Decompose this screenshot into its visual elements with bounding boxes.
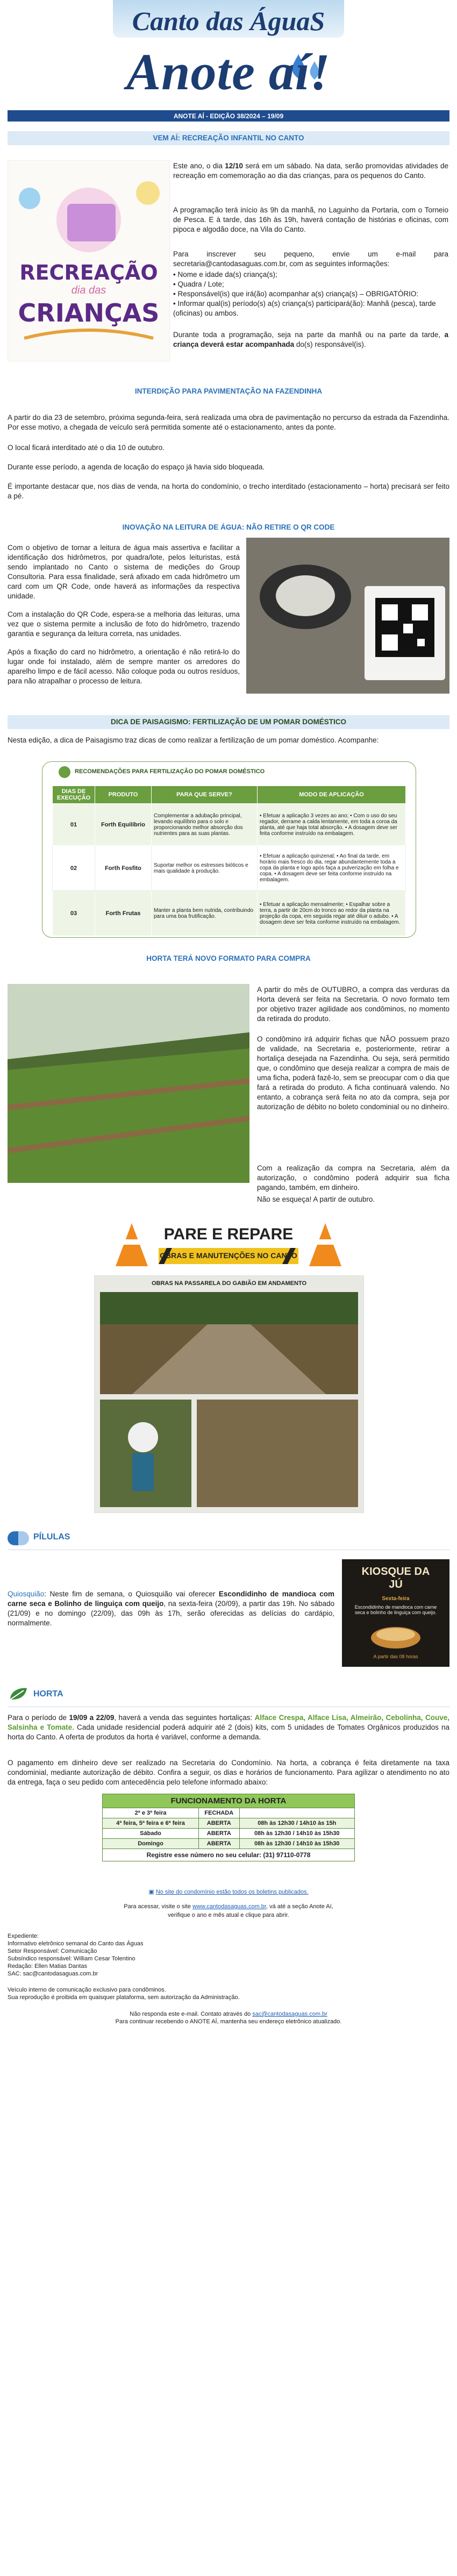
expediente-line: Setor Responsável: Comunicação bbox=[8, 1948, 97, 1954]
qrcode-p1: Com o objetivo de tornar a leitura de água mais assertiva e facilitar a identificação dos hidrômetros, por quadra/lote, pelos leituristas, está sendo implantado no Canto o sistema de medições do Group Consultoria. Para essa finalidade, será afixado em cada hidrômetro um card com um QR Code, onde haverá as informações da respectiva unidade. bbox=[8, 544, 240, 600]
recreacao-p1: Este ano, o dia 12/10 será em um sábado. Na data, serão promovidas atividades de recreação em comemoração ao dia das crianças, para os pequenos do Canto. bbox=[173, 162, 448, 180]
bulletins-link[interactable]: No site do condomínio estão todos os boletins publicados. bbox=[155, 1889, 309, 1895]
hydrometer-photo bbox=[246, 538, 449, 694]
kiosk-title-1: KIOSQUE DA bbox=[361, 1566, 430, 1578]
section-header-qrcode bbox=[8, 520, 449, 534]
cell-status: FECHADA bbox=[199, 1808, 239, 1818]
cell-produto: Forth Fosfito bbox=[95, 846, 152, 891]
kiosk-title-2: JÚ bbox=[389, 1579, 403, 1590]
reply-note-2: Para continuar recebendo o ANOTE AÍ, mantenha seu endereço eletrônico atualizado. bbox=[115, 2018, 342, 2025]
leaf-icon bbox=[8, 1686, 29, 1702]
phone-row: Registre esse número no seu celular: (31) 97110-0778 bbox=[103, 1849, 355, 1861]
footer-visit: Para acessar, visite o site www.cantodasaguas.com.br, vá até a seção Anote Aí, bbox=[124, 1903, 333, 1910]
recreacao-p3: Para inscrever seu pequeno, envie um e-mail para secretaria@cantodasaguas.com.br, com as seguintes informações: bbox=[173, 250, 448, 268]
fazendinha-p2: O local ficará interditado até o dia 10 de outubro. bbox=[8, 444, 165, 452]
list-item: • Informar qual(is) período(s) a(s) criança(s) participará(ão): Manhã (pesca), tarde (oficinas) ou ambos. bbox=[173, 299, 436, 317]
construction-photos bbox=[100, 1292, 358, 1507]
hydrometer-art bbox=[246, 538, 449, 694]
section-title: INOVAÇÃO NA LEITURA DE ÁGUA: NÃO RETIRE O QR CODE bbox=[122, 523, 335, 531]
cell-modo: • Efetuar a aplicação 3 vezes ao ano; • Com o uso do seu regador, derrame a calda lentamente, em toda a coroa da planta, até que haja total absorção. • A dosagem deve ser feita conforme instruído na embalagem. bbox=[258, 804, 406, 846]
header-cell: PARA QUE SERVE? bbox=[152, 786, 258, 804]
site-link[interactable]: www.cantodasaguas.com.br bbox=[192, 1903, 266, 1910]
list-item: • Responsável(is) que irá(ão) acompanhar a(s) criança(s) – OBRIGATÓRIO: bbox=[173, 290, 419, 298]
cell-serve: Manter a planta bem nutrida, contribuindo para uma boa frutificação. bbox=[152, 891, 258, 936]
section-header-paisagismo bbox=[8, 715, 449, 729]
recreacao-list bbox=[173, 270, 448, 318]
table-row bbox=[53, 891, 406, 936]
table-row bbox=[103, 1839, 355, 1849]
edition-bar: ANOTE AÍ - EDIÇÃO 38/2024 – 19/09 bbox=[8, 110, 449, 122]
cell-dia: 02 bbox=[53, 846, 95, 891]
horta-forma-p3: Com a realização da compra na Secretaria, além da autorização, o condômino poderá adquirir sua ficha pagando, também, em dinheiro. bbox=[257, 1164, 449, 1191]
pill-icon bbox=[8, 1531, 29, 1545]
section-title: INTERDIÇÃO PARA PAVIMENTAÇÃO NA FAZENDINHA bbox=[134, 387, 323, 395]
greenhouse-art bbox=[8, 984, 249, 1183]
flyer-title-3: CRIANÇAS bbox=[18, 298, 160, 327]
cell-dia: 01 bbox=[53, 804, 95, 846]
section-header-recreacao bbox=[8, 131, 449, 145]
table-title: RECOMENDAÇÕES PARA FERTILIZAÇÃO DO POMAR DOMÉSTICO bbox=[75, 768, 265, 775]
expediente bbox=[8, 1932, 144, 1978]
section-title: VEM AÍ: RECREAÇÃO INFANTIL NO CANTO bbox=[153, 134, 304, 142]
paisagismo-intro: Nesta edição, a dica de Paisagismo traz dicas de como realizar a fertilização de um pomar doméstico. Acompanhe: bbox=[8, 736, 379, 744]
horta-forma-p2: O condômino irá adquirir fichas que NÃO possuem prazo de validade, na Secretaria e, posteriormente, retirar a hortaliça desejada na Fazendinha. Ou seja, será permitido que, o condômino que deseja realizar a compra de mais de uma ficha, poderá fazê-lo, sem se preocupar com o dia que fará a retirada do produto. A ficha continuará valendo. No entanto, a cobrança será feita no ato da compra, seja por autorização de débito no boleto condominial ou no dinheiro. bbox=[257, 1035, 449, 1111]
photo-title: OBRAS NA PASSARELA DO GABIÃO EM ANDAMENTO bbox=[151, 1280, 307, 1287]
fazendinha-p1: A partir do dia 23 de setembro, próxima segunda-feira, será realizada uma obra de pavimentação no percurso da estrada da Fazendinha. Por esse motivo, a chegada de veículo será permitida somente até o estacionamento, antes da ponte. bbox=[8, 413, 449, 431]
cell-day: Domingo bbox=[103, 1839, 199, 1849]
table-row bbox=[103, 1808, 355, 1818]
sac-link[interactable]: sac@cantodasaguas.com.br bbox=[252, 2011, 327, 2017]
flyer-title-2: dia das bbox=[71, 284, 106, 296]
leaf-icon bbox=[59, 766, 70, 778]
banner-subtitle: OBRAS E MANUTENÇÕES NO CANTO bbox=[160, 1251, 297, 1260]
section-title: DICA DE PAISAGISMO: FERTILIZAÇÃO DE UM POMAR DOMÉSTICO bbox=[111, 718, 346, 726]
header-cell: MODO DE APLICAÇÃO bbox=[258, 786, 406, 804]
info-icon: ▣ bbox=[148, 1889, 156, 1895]
cell-status: ABERTA bbox=[199, 1829, 239, 1839]
table-title: FUNCIONAMENTO DA HORTA bbox=[103, 1794, 355, 1808]
kiosk-time: A partir das 08 horas bbox=[373, 1654, 418, 1659]
expediente-line: SAC: sac@cantodasaguas.com.br bbox=[8, 1971, 98, 1977]
cell-day: 4ª feira, 5ª feira e 6ª feira bbox=[103, 1818, 199, 1829]
section-header-fazendinha bbox=[8, 384, 449, 398]
header-cell: DIAS DE EXECUÇÃO bbox=[53, 786, 95, 804]
cell-hours: 08h às 12h30 / 14h10 às 15h30 bbox=[239, 1839, 354, 1849]
section-title: HORTA TERÁ NOVO FORMATO PARA COMPRA bbox=[146, 954, 311, 962]
cell-modo: • Efetuar a aplicação mensalmente; • Espalhar sobre a terra, a partir de 20cm do tronco ao redor da planta na projeção da copa, em seguida regar até diluir o adubo. • A dosagem deve ser feita conforme instruído na embalagem. bbox=[258, 891, 406, 936]
pare-repare-banner bbox=[99, 1218, 358, 1272]
reply-note: Não responda este e-mail. Contato através do sac@cantodasaguas.com.br bbox=[130, 2011, 327, 2017]
cell-modo: • Efetuar a aplicação quinzenal; • Ao final da tarde, em horário mais fresco do dia, regar abundantemente toda a copa da planta e logo após faça a pulverização em folha e copa. • A dosagem deve ser feita conforme instruído na embalagem. bbox=[258, 846, 406, 891]
obras-photo-card bbox=[94, 1275, 364, 1513]
cell-serve: Suportar melhor os estresses bióticos e mais qualidade à produção. bbox=[152, 846, 258, 891]
horta-forma-p4: Não se esqueça! A partir de outubro. bbox=[257, 1195, 375, 1203]
vehicle-line: Veículo interno de comunicação exclusivo para condôminos. bbox=[8, 1987, 166, 1993]
header bbox=[0, 0, 457, 122]
cell-produto: Forth Equilíbrio bbox=[95, 804, 152, 846]
table-row bbox=[103, 1829, 355, 1839]
brand-logo: Canto das ÁguaS bbox=[132, 6, 325, 36]
fazendinha-p3: Durante esse período, a agenda de locação do espaço já havia sido bloqueada. bbox=[8, 463, 265, 471]
cell-produto: Forth Frutas bbox=[95, 891, 152, 936]
pilulas-title: PÍLULAS bbox=[33, 1532, 70, 1542]
recreacao-p4: Durante toda a programação, seja na parte da manhã ou na parte da tarde, a criança deverá estar acompanhada do(s) responsável(is). bbox=[173, 331, 448, 348]
qrcode-p2: Com a instalação do QR Code, espera-se a melhoria das leituras, uma vez que o sistema permite a inclusão de foto do hidrômetro, trazendo garantia e segurança da leitura correta, nas unidades. bbox=[8, 610, 240, 638]
qrcode-p3: Após a fixação do card no hidrômetro, a orientação é não retirá-lo do lugar onde foi instalado, além de sempre manter os arredores do aparelho limpo e de fácil acesso. Não coloque poda ou outros resíduos, para não atrapalhar o processo de leitura. bbox=[8, 648, 240, 685]
expediente-line: Informativo eletrônico semanal do Canto das Águas bbox=[8, 1940, 144, 1947]
expediente-line: Redação: Ellen Matias Dantas bbox=[8, 1963, 87, 1970]
footer-visit-2: verifique o ano e mês atual e clique para abrir. bbox=[168, 1912, 289, 1918]
greenhouse-photo bbox=[8, 984, 249, 1183]
horta-title: HORTA bbox=[33, 1689, 63, 1699]
cell-hours: 08h às 12h30 / 14h10 às 15h bbox=[239, 1818, 354, 1829]
cell-dia: 03 bbox=[53, 891, 95, 936]
list-item: • Nome e idade da(s) criança(s); bbox=[173, 270, 277, 279]
vehicle-line: Sua reprodução é proibida em quaisquer plataforma, sem autorização da Administração. bbox=[8, 1994, 240, 2001]
cell-serve: Complementar a adubação principal, levando equilíbrio para o solo e proporcionando melhor absorção dos nutrientes para as suas plantas. bbox=[152, 804, 258, 846]
kiosk-day: Sexta-feira bbox=[382, 1596, 410, 1602]
recreation-flyer bbox=[8, 160, 170, 361]
pilulas-text: Quiosquião: Neste fim de semana, o Quiosquião vai oferecer Escondidinho de mandioca com carne seca e Bolinho de linguiça com queijo, na sexta-feira (20/09), a partir das 19h. No sábado (21/09) e no domingo (22/09), das 09h às 17h, serão oferecidas as delícias do cardápio, normalmente. bbox=[8, 1590, 334, 1627]
table-row bbox=[53, 804, 406, 846]
header-cell: PRODUTO bbox=[95, 786, 152, 804]
table-row bbox=[53, 846, 406, 891]
fertilization-card bbox=[42, 761, 416, 938]
cell-day: 2ª e 3ª feira bbox=[103, 1808, 199, 1818]
cell-status: ABERTA bbox=[199, 1839, 239, 1849]
fertilization-table bbox=[52, 786, 406, 936]
footer-link-line bbox=[0, 1888, 457, 1895]
expediente-title: Expediente: bbox=[8, 1933, 39, 1939]
horta-p1: Para o período de 19/09 a 22/09, haverá a venda das seguintes hortaliças: Alface Crespa, Alface Lisa, Almeirão, Cebolinha, Couve, Salsinha e Tomate. Cada unidade residencial poderá adquirir até 2 (dois) kits, com 5 unidades de Tomates Orgânicos produzidos na horta do Canto. A oferta de produtos da horta é variável, conforme a demanda. bbox=[8, 1714, 449, 1741]
vehicle-note bbox=[8, 1986, 240, 2001]
list-item: • Quadra / Lote; bbox=[173, 280, 224, 288]
horta-p2: O pagamento em dinheiro deve ser realizado na Secretaria do Condomínio. Na horta, a cobrança é feita diretamente na taxa condominial, mediante autorização de débito. Confira a seguir, os dias e horários de funcionamento. Para agilizar o atendimento no ato da entrega, faça o seu pedido com antecedência pelo telefone informado abaixo: bbox=[8, 1759, 449, 1786]
fazendinha-p4: É importante destacar que, nos dias de venda, na horta do condomínio, o trecho interditado (estacionamento – horta) precisará ser feito a pé. bbox=[8, 482, 449, 500]
cell-hours: 08h às 12h30 / 14h10 às 15h30 bbox=[239, 1829, 354, 1839]
flyer-title-1: RECREAÇÃO bbox=[19, 261, 158, 284]
kiosk-flyer bbox=[342, 1559, 449, 1667]
newsletter-title: Anote aí! bbox=[126, 43, 331, 101]
expediente-line: Subsíndico responsável: William Cesar Tolentino bbox=[8, 1956, 135, 1962]
cell-status: ABERTA bbox=[199, 1818, 239, 1829]
recreacao-p2: A programação terá início às 9h da manhã, no Laguinho da Portaria, com o Torneio de Pesca. E à tarde, das 16h às 19h, haverá contação de histórias e oficinas, com pipoca e algodão doce, na Vila do Canto. bbox=[173, 206, 448, 233]
banner-title: PARE E REPARE bbox=[163, 1225, 294, 1243]
table-row bbox=[103, 1818, 355, 1829]
horta-hours-table bbox=[102, 1794, 355, 1861]
section-header-horta-formato bbox=[8, 952, 449, 966]
cell-hours bbox=[239, 1808, 354, 1818]
horta-forma-p1: A partir do mês de OUTUBRO, a compra das verduras da Horta deverá ser feita na Secretaria. O novo formato tem por objetivo trazer agilidade aos condôminos, no momento da retirada do produto. bbox=[257, 986, 449, 1023]
kiosk-menu: Escondidinho de mandioca com carne seca e bolinho de linguiça com queijo. bbox=[354, 1604, 437, 1615]
cell-day: Sábado bbox=[103, 1829, 199, 1839]
food-icon bbox=[369, 1623, 423, 1650]
